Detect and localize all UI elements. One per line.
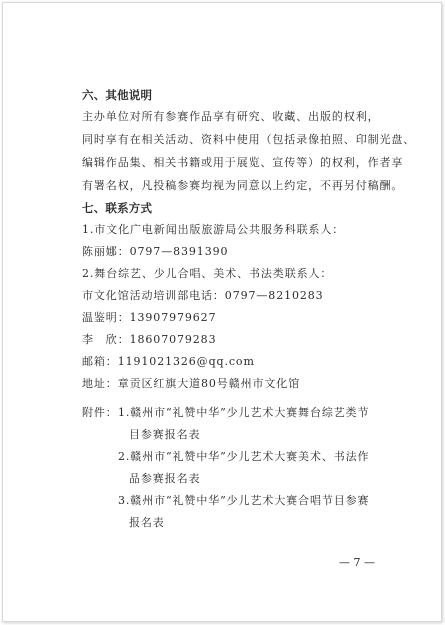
attachment-1-line-1: 1.赣州市“礼赞中华”少儿艺术大赛舞台综艺类节 (118, 406, 370, 419)
section6-paragraph-line-4: 有署名权，凡投稿参赛均视为同意以上约定，不再另付稿酬。 (82, 179, 404, 192)
page-number: — 7 — (339, 556, 375, 569)
section6-paragraph-line-3: 编辑作品集、相关书籍或用于展览、宣传等）的权利，作者享 (82, 156, 404, 169)
document-page (2, 2, 442, 622)
attachment-3-line-2: 报名表 (129, 516, 165, 529)
contact2-person-2: 李 欣：18607079283 (82, 333, 217, 346)
contact1-person: 陈丽娜：0797—8391390 (82, 245, 229, 258)
attachment-2-line-2: 品参赛报名表 (129, 472, 201, 485)
attachment-1-line-2: 目参赛报名表 (129, 428, 201, 441)
attachment-3-line-1: 3.赣州市“礼赞中华”少儿艺术大赛合唱节目参赛 (118, 494, 370, 507)
attachments-label: 附件： (82, 406, 118, 419)
section6-paragraph-line-2: 同时享有在相关活动、资料中使用（包括录像拍照、印制光盘、 (82, 133, 416, 146)
email-line: 邮箱：1191021326@qq.com (82, 355, 255, 368)
section6-heading: 六、其他说明 (82, 88, 153, 102)
contact2-person-1: 温鉴明：13907979627 (82, 311, 217, 324)
attachment-2-line-1: 2.赣州市“礼赞中华”少儿艺术大赛美术、书法作 (118, 450, 370, 463)
contact2-dept-phone: 市文化馆活动培训部电话：0797—8210283 (82, 289, 324, 302)
contact1-title: 1.市文化广电新闻出版旅游局公共服务科联系人： (82, 223, 345, 236)
section7-heading: 七、联系方式 (82, 201, 153, 215)
section6-paragraph-line-1: 主办单位对所有参赛作品享有研究、收藏、出版的权利， (82, 110, 380, 123)
address-line: 地址：章贡区红旗大道80号赣州市文化馆 (82, 377, 301, 390)
contact2-title: 2.舞台综艺、少儿合唱、美术、书法类联系人： (82, 267, 333, 280)
